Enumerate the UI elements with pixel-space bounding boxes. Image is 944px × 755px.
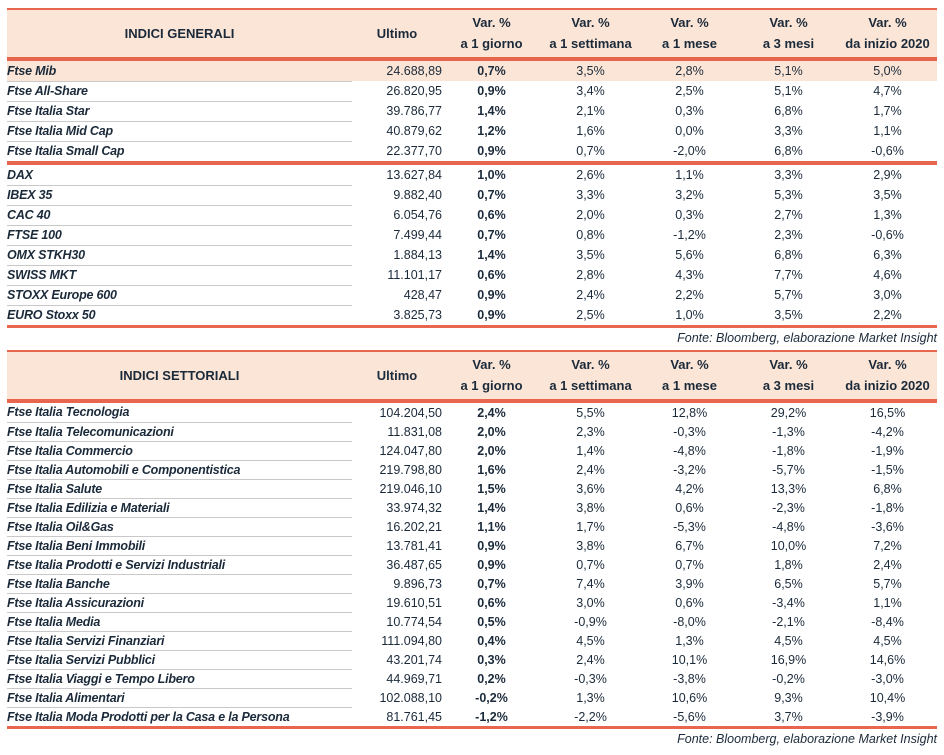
var-1-settimana-value: 7,4% xyxy=(576,576,605,591)
table-row xyxy=(7,574,937,593)
ultimo-value: 11.831,08 xyxy=(387,424,442,439)
var-inizio-2020-value: 2,9% xyxy=(873,168,902,182)
table-row xyxy=(7,460,937,479)
var-3-mesi-value: 5,1% xyxy=(774,84,803,98)
table-row xyxy=(7,593,937,612)
var-3-mesi-value: 10,0% xyxy=(770,538,807,553)
var-1-mese-value: -3,8% xyxy=(673,671,706,686)
var-1-mese-value: 0,6% xyxy=(675,595,704,610)
table-row xyxy=(7,205,937,225)
var-inizio-2020-value: 5,0% xyxy=(873,64,902,78)
var-3-mesi-value: 1,8% xyxy=(774,557,803,572)
header-row xyxy=(7,352,937,399)
table-row xyxy=(7,185,937,205)
var-header-line: Var. % xyxy=(571,356,610,372)
var-inizio-2020-value: 5,7% xyxy=(873,576,902,591)
var-1-mese-value: -3,2% xyxy=(673,462,706,477)
var-1-settimana-value: 2,0% xyxy=(576,208,605,222)
var-1-giorno-value: 0,7% xyxy=(477,188,506,202)
var-1-settimana-value: -2,2% xyxy=(574,709,607,724)
var-1-mese-value: 3,2% xyxy=(675,188,704,202)
var-1-giorno-value: 1,1% xyxy=(477,519,506,534)
table-title: INDICI GENERALI xyxy=(124,26,235,41)
var-1-settimana-value: 2,5% xyxy=(576,308,605,322)
var-inizio-2020-value: -3,6% xyxy=(871,519,904,534)
col-header-var-inizio-2020 xyxy=(838,352,937,399)
ultimo-value: 44.969,71 xyxy=(386,671,442,686)
ultimo-value: 22.377,70 xyxy=(386,144,442,158)
var-1-settimana-value: 2,3% xyxy=(576,424,605,439)
var-1-settimana-value: 2,4% xyxy=(576,288,605,302)
var-3-mesi-value: 13,3% xyxy=(770,481,807,496)
index-name: Ftse Italia Salute xyxy=(7,479,352,498)
ultimo-value: 9.882,40 xyxy=(393,188,442,202)
var-header-line: Var. % xyxy=(769,356,808,372)
var-1-mese-value: 2,2% xyxy=(675,288,704,302)
var-3-mesi-value: -3,4% xyxy=(772,595,805,610)
index-name: Ftse Italia Beni Immobili xyxy=(7,536,352,555)
var-1-mese-value: -2,0% xyxy=(673,144,706,158)
ultimo-value: 39.786,77 xyxy=(386,104,442,118)
var-1-settimana-value: -0,3% xyxy=(574,671,607,686)
table-row xyxy=(7,225,937,245)
indici-generali-europa-section xyxy=(7,165,937,325)
var-1-mese-value: -5,3% xyxy=(673,519,706,534)
var-1-giorno-value: 1,4% xyxy=(477,248,506,262)
col-header-var-1-giorno xyxy=(442,10,541,57)
var-1-settimana-value: 2,4% xyxy=(576,652,605,667)
var-1-mese-value: -0,3% xyxy=(673,424,706,439)
var-1-giorno-value: 1,6% xyxy=(477,462,506,477)
ultimo-value: 7.499,44 xyxy=(393,228,442,242)
var-1-settimana-value: 2,8% xyxy=(576,268,605,282)
var-1-giorno-value: 0,9% xyxy=(477,288,506,302)
index-name: EURO Stoxx 50 xyxy=(7,308,96,323)
ultimo-value: 3.825,73 xyxy=(393,308,442,322)
var-3-mesi-value: 5,3% xyxy=(774,188,803,202)
var-header-line: da inizio 2020 xyxy=(845,35,930,51)
var-1-settimana-value: 1,7% xyxy=(576,519,605,534)
var-header-line: a 1 settimana xyxy=(549,377,632,393)
col-header-ultimo: Ultimo xyxy=(376,368,418,383)
table-row xyxy=(7,285,937,305)
var-header-line: a 1 settimana xyxy=(549,35,632,51)
index-name: SWISS MKT xyxy=(7,265,352,285)
table-row xyxy=(7,479,937,498)
var-3-mesi-value: 29,2% xyxy=(770,405,807,420)
settoriali-index-rows xyxy=(7,403,937,726)
var-1-giorno-value: 0,6% xyxy=(477,595,506,610)
table-row xyxy=(7,707,937,726)
var-header-line: Var. % xyxy=(868,356,907,372)
var-inizio-2020-value: 1,7% xyxy=(873,104,902,118)
var-1-settimana-value: 3,3% xyxy=(576,188,605,202)
var-1-settimana-value: 0,7% xyxy=(576,144,605,158)
index-name: IBEX 35 xyxy=(7,185,352,205)
var-3-mesi-value: -4,8% xyxy=(772,519,805,534)
index-name: Ftse Italia Servizi Pubblici xyxy=(7,650,352,669)
ultimo-value: 428,47 xyxy=(403,288,442,302)
var-header-line: a 1 mese xyxy=(662,377,717,393)
var-1-settimana-value: 0,7% xyxy=(576,557,605,572)
var-1-settimana-value: 1,4% xyxy=(576,443,605,458)
table-row xyxy=(7,81,937,101)
ultimo-value: 16.202,21 xyxy=(386,519,442,534)
var-inizio-2020-value: 10,4% xyxy=(869,690,906,705)
var-header-line: a 1 giorno xyxy=(460,35,523,51)
var-header-line: Var. % xyxy=(472,356,511,372)
var-3-mesi-value: 4,5% xyxy=(774,633,803,648)
source-note: Fonte: Bloomberg, elaborazione Market Insight xyxy=(677,732,937,746)
table-row xyxy=(7,441,937,460)
var-1-settimana-value: 0,8% xyxy=(576,228,605,242)
var-header-line: Var. % xyxy=(670,356,709,372)
var-inizio-2020-value: 16,5% xyxy=(869,405,906,420)
table-row xyxy=(7,517,937,536)
var-1-settimana-value: 3,8% xyxy=(576,538,605,553)
index-name: Ftse Mib xyxy=(7,61,352,81)
var-3-mesi-value: 2,3% xyxy=(774,228,803,242)
var-1-mese-value: 2,5% xyxy=(675,84,704,98)
var-header-line: a 1 mese xyxy=(662,35,717,51)
table-indici-settoriali xyxy=(7,350,937,746)
var-3-mesi-value: 2,7% xyxy=(774,208,803,222)
var-3-mesi-value: 9,3% xyxy=(774,690,803,705)
var-1-giorno-value: 2,0% xyxy=(477,443,506,458)
col-header-var-3-mesi xyxy=(739,10,838,57)
var-1-settimana-value: 2,1% xyxy=(576,104,605,118)
var-1-giorno-value: 0,6% xyxy=(477,268,506,282)
var-1-mese-value: 0,0% xyxy=(675,124,704,138)
ultimo-value: 9.896,73 xyxy=(393,576,442,591)
var-1-mese-value: -4,8% xyxy=(673,443,706,458)
var-1-mese-value: 1,3% xyxy=(675,633,704,648)
var-3-mesi-value: -2,1% xyxy=(772,614,805,629)
col-header-ultimo: Ultimo xyxy=(376,26,418,41)
col-header-var-3-mesi xyxy=(739,352,838,399)
index-name: Ftse Italia Assicurazioni xyxy=(7,593,352,612)
col-header-var-1-giorno xyxy=(442,352,541,399)
var-inizio-2020-value: -0,6% xyxy=(871,144,904,158)
var-1-giorno-value: 0,9% xyxy=(477,557,506,572)
index-name: Ftse Italia Tecnologia xyxy=(7,403,352,422)
index-name: Ftse Italia Small Cap xyxy=(7,144,125,159)
var-1-mese-value: -1,2% xyxy=(673,228,706,242)
ultimo-value: 19.610,51 xyxy=(386,595,442,610)
index-name: Ftse Italia Automobili e Componentistica xyxy=(7,460,352,479)
index-name: Ftse Italia Telecomunicazioni xyxy=(7,422,352,441)
var-inizio-2020-value: -1,5% xyxy=(871,462,904,477)
var-1-mese-value: 4,3% xyxy=(675,268,704,282)
var-inizio-2020-value: -0,6% xyxy=(871,228,904,242)
var-1-giorno-value: -1,2% xyxy=(475,709,508,724)
var-inizio-2020-value: 2,2% xyxy=(873,308,902,322)
table-bottom-rule xyxy=(7,325,937,328)
var-1-mese-value: 10,1% xyxy=(671,652,708,667)
var-1-mese-value: 6,7% xyxy=(675,538,704,553)
ultimo-value: 104.204,50 xyxy=(379,405,442,420)
col-header-var-1-mese xyxy=(640,352,739,399)
table-row xyxy=(7,536,937,555)
var-1-giorno-value: 2,4% xyxy=(477,405,506,420)
var-header-line: da inizio 2020 xyxy=(845,377,930,393)
table-row xyxy=(7,688,937,707)
var-3-mesi-value: 16,9% xyxy=(770,652,807,667)
table-row xyxy=(7,101,937,121)
ultimo-value: 124.047,80 xyxy=(379,443,442,458)
var-1-mese-value: 0,3% xyxy=(675,104,704,118)
var-3-mesi-value: 6,8% xyxy=(774,248,803,262)
col-header-var-inizio-2020 xyxy=(838,10,937,57)
var-1-mese-value: 3,9% xyxy=(675,576,704,591)
var-1-settimana-value: 4,5% xyxy=(576,633,605,648)
var-1-settimana-value: -0,9% xyxy=(574,614,607,629)
ultimo-value: 81.761,45 xyxy=(386,709,442,724)
var-inizio-2020-value: 1,3% xyxy=(873,208,902,222)
var-1-giorno-value: 1,4% xyxy=(477,104,506,118)
var-inizio-2020-value: -3,0% xyxy=(871,671,904,686)
table-row xyxy=(7,245,937,265)
var-3-mesi-value: 3,3% xyxy=(774,168,803,182)
index-name: Ftse Italia Edilizia e Materiali xyxy=(7,498,352,517)
index-name: Ftse Italia Oil&Gas xyxy=(7,517,352,536)
var-1-mese-value: 1,1% xyxy=(675,168,704,182)
var-3-mesi-value: -5,7% xyxy=(772,462,805,477)
ultimo-value: 36.487,65 xyxy=(386,557,442,572)
index-name: Ftse Italia Viaggi e Tempo Libero xyxy=(7,669,352,688)
var-1-mese-value: -8,0% xyxy=(673,614,706,629)
table-row xyxy=(7,650,937,669)
var-3-mesi-value: 5,1% xyxy=(774,64,803,78)
var-inizio-2020-value: 4,7% xyxy=(873,84,902,98)
var-1-mese-value: 0,6% xyxy=(675,500,704,515)
var-1-giorno-value: -0,2% xyxy=(475,690,508,705)
index-name: Ftse Italia Media xyxy=(7,612,352,631)
var-1-mese-value: 12,8% xyxy=(671,405,708,420)
var-inizio-2020-value: 4,5% xyxy=(873,633,902,648)
index-name: Ftse Italia Moda Prodotti per la Casa e la Persona xyxy=(7,709,290,724)
var-1-mese-value: 10,6% xyxy=(671,690,708,705)
var-header-line: Var. % xyxy=(769,14,808,30)
var-1-settimana-value: 3,0% xyxy=(576,595,605,610)
ultimo-value: 219.046,10 xyxy=(379,481,442,496)
ultimo-value: 11.101,17 xyxy=(387,268,442,282)
indici-generali-header xyxy=(7,10,937,57)
var-1-mese-value: 5,6% xyxy=(675,248,704,262)
var-1-giorno-value: 0,7% xyxy=(477,228,506,242)
var-1-settimana-value: 1,3% xyxy=(576,690,605,705)
table-row xyxy=(7,422,937,441)
ultimo-value: 10.774,54 xyxy=(386,614,442,629)
var-1-mese-value: 1,0% xyxy=(675,308,704,322)
table-bottom-rule xyxy=(7,726,937,729)
col-header-var-1-settimana xyxy=(541,10,640,57)
ultimo-value: 219.798,80 xyxy=(379,462,442,477)
col-header-var-1-mese xyxy=(640,10,739,57)
var-1-mese-value: 4,2% xyxy=(675,481,704,496)
var-1-mese-value: 0,3% xyxy=(675,208,704,222)
var-1-giorno-value: 0,5% xyxy=(477,614,506,629)
table-row xyxy=(7,305,937,325)
ultimo-value: 26.820,95 xyxy=(386,84,442,98)
var-1-settimana-value: 3,5% xyxy=(576,248,605,262)
var-1-giorno-value: 0,9% xyxy=(477,538,506,553)
index-name: Ftse Italia Prodotti e Servizi Industriali xyxy=(7,555,352,574)
index-name: Ftse Italia Mid Cap xyxy=(7,121,352,141)
table-row xyxy=(7,612,937,631)
var-1-giorno-value: 1,0% xyxy=(477,168,506,182)
var-1-settimana-value: 3,6% xyxy=(576,481,605,496)
var-1-giorno-value: 1,4% xyxy=(477,500,506,515)
var-1-giorno-value: 1,5% xyxy=(477,481,506,496)
var-inizio-2020-value: 4,6% xyxy=(873,268,902,282)
var-1-giorno-value: 0,7% xyxy=(477,576,506,591)
ultimo-value: 33.974,32 xyxy=(386,500,442,515)
ultimo-value: 1.884,13 xyxy=(393,248,442,262)
europa-index-rows xyxy=(7,165,937,325)
index-name: Ftse Italia Servizi Finanziari xyxy=(7,631,352,650)
table-row xyxy=(7,265,937,285)
var-1-giorno-value: 0,9% xyxy=(477,308,506,322)
index-name: DAX xyxy=(7,165,352,185)
index-name: Ftse Italia Star xyxy=(7,101,352,121)
table-row xyxy=(7,121,937,141)
header-row xyxy=(7,10,937,57)
index-name: Ftse Italia Commercio xyxy=(7,441,352,460)
var-inizio-2020-value: 6,3% xyxy=(873,248,902,262)
col-header-var-1-settimana xyxy=(541,352,640,399)
var-3-mesi-value: 3,5% xyxy=(774,308,803,322)
var-1-giorno-value: 0,4% xyxy=(477,633,506,648)
var-inizio-2020-value: -8,4% xyxy=(871,614,904,629)
index-name: CAC 40 xyxy=(7,205,352,225)
table-row xyxy=(7,141,937,161)
index-name: Ftse Italia Alimentari xyxy=(7,688,352,707)
var-3-mesi-value: 3,3% xyxy=(774,124,803,138)
var-1-giorno-value: 2,0% xyxy=(477,424,506,439)
var-inizio-2020-value: 2,4% xyxy=(873,557,902,572)
var-3-mesi-value: -1,8% xyxy=(772,443,805,458)
index-name: FTSE 100 xyxy=(7,225,352,245)
var-1-settimana-value: 5,5% xyxy=(576,405,605,420)
var-1-giorno-value: 0,6% xyxy=(477,208,506,222)
var-3-mesi-value: -2,3% xyxy=(772,500,805,515)
var-1-mese-value: -5,6% xyxy=(673,709,706,724)
var-header-line: Var. % xyxy=(571,14,610,30)
table-row xyxy=(7,555,937,574)
ultimo-value: 6.054,76 xyxy=(393,208,442,222)
ultimo-value: 40.879,62 xyxy=(386,124,442,138)
var-1-settimana-value: 1,6% xyxy=(576,124,605,138)
var-1-giorno-value: 0,7% xyxy=(477,64,506,78)
var-inizio-2020-value: -1,8% xyxy=(871,500,904,515)
var-1-settimana-value: 3,5% xyxy=(576,64,605,78)
table-indici-generali xyxy=(7,8,937,345)
var-1-mese-value: 0,7% xyxy=(675,557,704,572)
var-1-giorno-value: 0,3% xyxy=(477,652,506,667)
var-3-mesi-value: 3,7% xyxy=(774,709,803,724)
var-header-line: a 3 mesi xyxy=(762,377,815,393)
index-name: Ftse Italia Banche xyxy=(7,574,352,593)
var-inizio-2020-value: -3,9% xyxy=(871,709,904,724)
var-1-giorno-value: 1,2% xyxy=(477,124,506,138)
indici-settoriali-section xyxy=(7,403,937,726)
index-name: OMX STKH30 xyxy=(7,245,352,265)
table-row xyxy=(7,669,937,688)
table-row xyxy=(7,61,937,81)
var-header-line: a 3 mesi xyxy=(762,35,815,51)
index-name: Ftse All-Share xyxy=(7,81,352,101)
var-header-line: Var. % xyxy=(670,14,709,30)
var-3-mesi-value: 6,8% xyxy=(774,104,803,118)
var-3-mesi-value: 6,5% xyxy=(774,576,803,591)
var-3-mesi-value: -0,2% xyxy=(772,671,805,686)
var-1-giorno-value: 0,9% xyxy=(477,84,506,98)
var-3-mesi-value: 7,7% xyxy=(774,268,803,282)
var-header-line: a 1 giorno xyxy=(460,377,523,393)
ultimo-value: 111.094,80 xyxy=(381,633,442,648)
var-inizio-2020-value: -4,2% xyxy=(871,424,904,439)
source-note: Fonte: Bloomberg, elaborazione Market Insight xyxy=(677,331,937,345)
ultimo-value: 102.088,10 xyxy=(379,690,442,705)
var-inizio-2020-value: 3,5% xyxy=(873,188,902,202)
table-row xyxy=(7,165,937,185)
var-inizio-2020-value: 7,2% xyxy=(873,538,902,553)
var-1-giorno-value: 0,2% xyxy=(477,671,506,686)
ultimo-value: 13.627,84 xyxy=(386,168,442,182)
ultimo-value: 13.781,41 xyxy=(386,538,442,553)
var-3-mesi-value: 5,7% xyxy=(774,288,803,302)
var-1-giorno-value: 0,9% xyxy=(477,144,506,158)
var-1-settimana-value: 2,6% xyxy=(576,168,605,182)
var-inizio-2020-value: -1,9% xyxy=(871,443,904,458)
var-header-line: Var. % xyxy=(868,14,907,30)
var-1-settimana-value: 3,4% xyxy=(576,84,605,98)
var-3-mesi-value: -1,3% xyxy=(772,424,805,439)
ultimo-value: 24.688,89 xyxy=(386,64,442,78)
index-name: STOXX Europe 600 xyxy=(7,285,352,305)
var-1-settimana-value: 2,4% xyxy=(576,462,605,477)
table-row xyxy=(7,631,937,650)
table-title: INDICI SETTORIALI xyxy=(119,368,240,383)
var-3-mesi-value: 6,8% xyxy=(774,144,803,158)
italia-index-rows xyxy=(7,61,937,161)
var-inizio-2020-value: 6,8% xyxy=(873,481,902,496)
ultimo-value: 43.201,74 xyxy=(386,652,442,667)
var-inizio-2020-value: 1,1% xyxy=(873,124,902,138)
table-row xyxy=(7,498,937,517)
indici-generali-italia-section xyxy=(7,61,937,161)
var-inizio-2020-value: 14,6% xyxy=(869,652,906,667)
var-inizio-2020-value: 1,1% xyxy=(873,595,902,610)
indici-settoriali-header xyxy=(7,352,937,399)
table-row xyxy=(7,403,937,422)
var-1-mese-value: 2,8% xyxy=(675,64,704,78)
var-header-line: Var. % xyxy=(472,14,511,30)
var-inizio-2020-value: 3,0% xyxy=(873,288,902,302)
var-1-settimana-value: 3,8% xyxy=(576,500,605,515)
